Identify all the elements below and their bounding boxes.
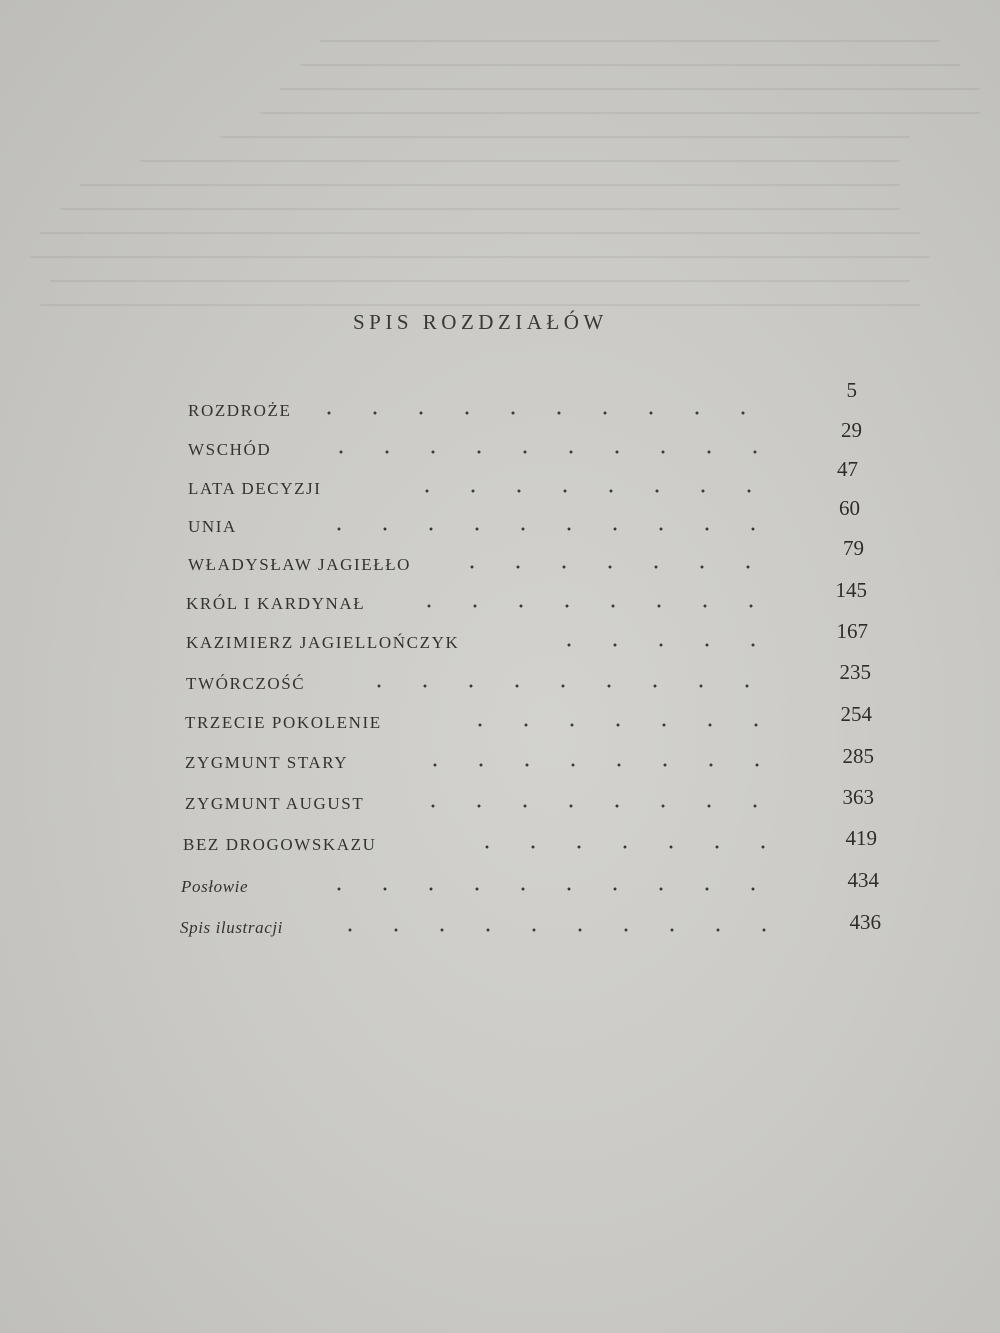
dot-leader (327, 927, 800, 933)
toc-entry-page-number: 145 (835, 578, 867, 602)
toc-entry-title: Posłowie (181, 877, 249, 896)
dot-leader (318, 449, 780, 455)
toc-entry-title: ZYGMUNT AUGUST (185, 794, 365, 813)
toc-entry-title: ROZDROŻE (188, 401, 292, 420)
dot-leader (406, 603, 785, 609)
page-title: SPIS ROZDZIAŁÓW (353, 310, 608, 334)
toc-entry-page-number: 254 (840, 702, 872, 726)
dot-leader (449, 564, 780, 570)
toc-entry-page-number: 434 (847, 868, 879, 892)
dot-leader (306, 410, 780, 416)
toc-entry-page-number: 47 (837, 457, 858, 481)
dot-leader (464, 844, 797, 850)
toc-entry-page-number: 79 (843, 536, 864, 560)
toc-entry-page-number: 60 (839, 496, 860, 520)
dot-leader (412, 762, 790, 768)
toc-entry-title: WŁADYSŁAW JAGIEŁŁO (188, 555, 412, 574)
toc-entry-title: UNIA (188, 517, 237, 536)
dot-leader (356, 683, 790, 689)
toc-entry-page-number: 363 (842, 785, 874, 809)
dot-leader (457, 722, 790, 728)
toc-entry-title: KRÓL I KARDYNAŁ (186, 594, 366, 613)
toc-entry-page-number: 167 (836, 619, 868, 643)
toc-entry-title: WSCHÓD (188, 440, 272, 459)
dot-leader (316, 886, 797, 892)
toc-entry-title: Spis ilustracji (180, 918, 283, 937)
dot-leader (316, 526, 780, 532)
toc-entry-title: TRZECIE POKOLENIE (185, 713, 382, 732)
toc-entry-page-number: 29 (841, 418, 862, 442)
toc-entry-title: TWÓRCZOŚĆ (186, 674, 306, 693)
dot-leader (404, 488, 780, 494)
toc-entry-page-number: 436 (849, 910, 881, 934)
dot-leader (410, 803, 793, 809)
toc-entry-title: BEZ DROGOWSKAZU (183, 835, 377, 854)
toc-entry-page-number: 285 (842, 744, 874, 768)
toc-entry-title: LATA DECYZJI (188, 479, 322, 498)
toc-entry-page-number: 5 (846, 378, 857, 402)
toc-entry-title: KAZIMIERZ JAGIELLOŃCZYK (186, 633, 460, 652)
toc-entry-page-number: 419 (845, 826, 877, 850)
toc-entry-page-number: 235 (839, 660, 871, 684)
toc-entry-title: ZYGMUNT STARY (185, 753, 349, 772)
dot-leader (546, 642, 785, 648)
